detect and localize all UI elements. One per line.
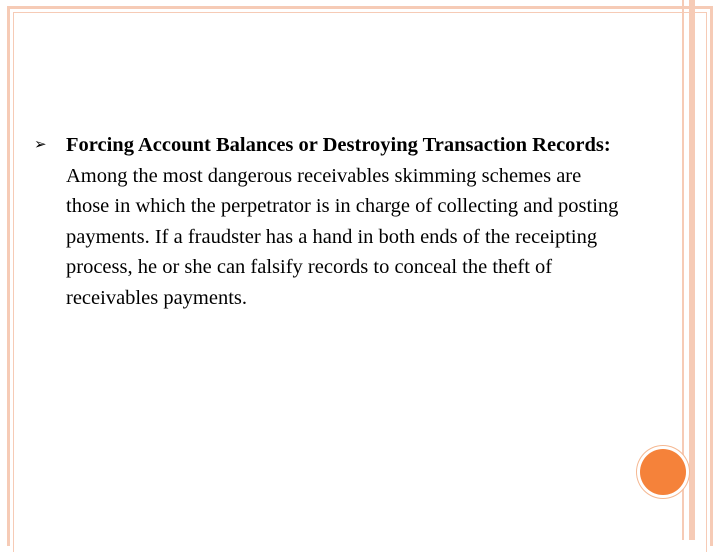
orange-circle-decoration bbox=[640, 449, 686, 495]
bullet-heading: Forcing Account Balances or Destroying Transaction Records: bbox=[66, 134, 611, 156]
arrow-bullet-icon: ➢ bbox=[34, 137, 47, 153]
bullet-item bbox=[32, 130, 622, 313]
bullet-paragraph bbox=[66, 130, 622, 313]
right-rail-thick bbox=[689, 0, 695, 540]
bullet-body: Among the most dangerous receivables skimming schemes are those in which the perpetrator is in charge of collecting and posting payments. If a fraudster has a hand in both ends of the receipting process, he or she can falsify records to conceal the theft of receivables payments. bbox=[66, 164, 619, 309]
slide-content bbox=[32, 130, 622, 313]
